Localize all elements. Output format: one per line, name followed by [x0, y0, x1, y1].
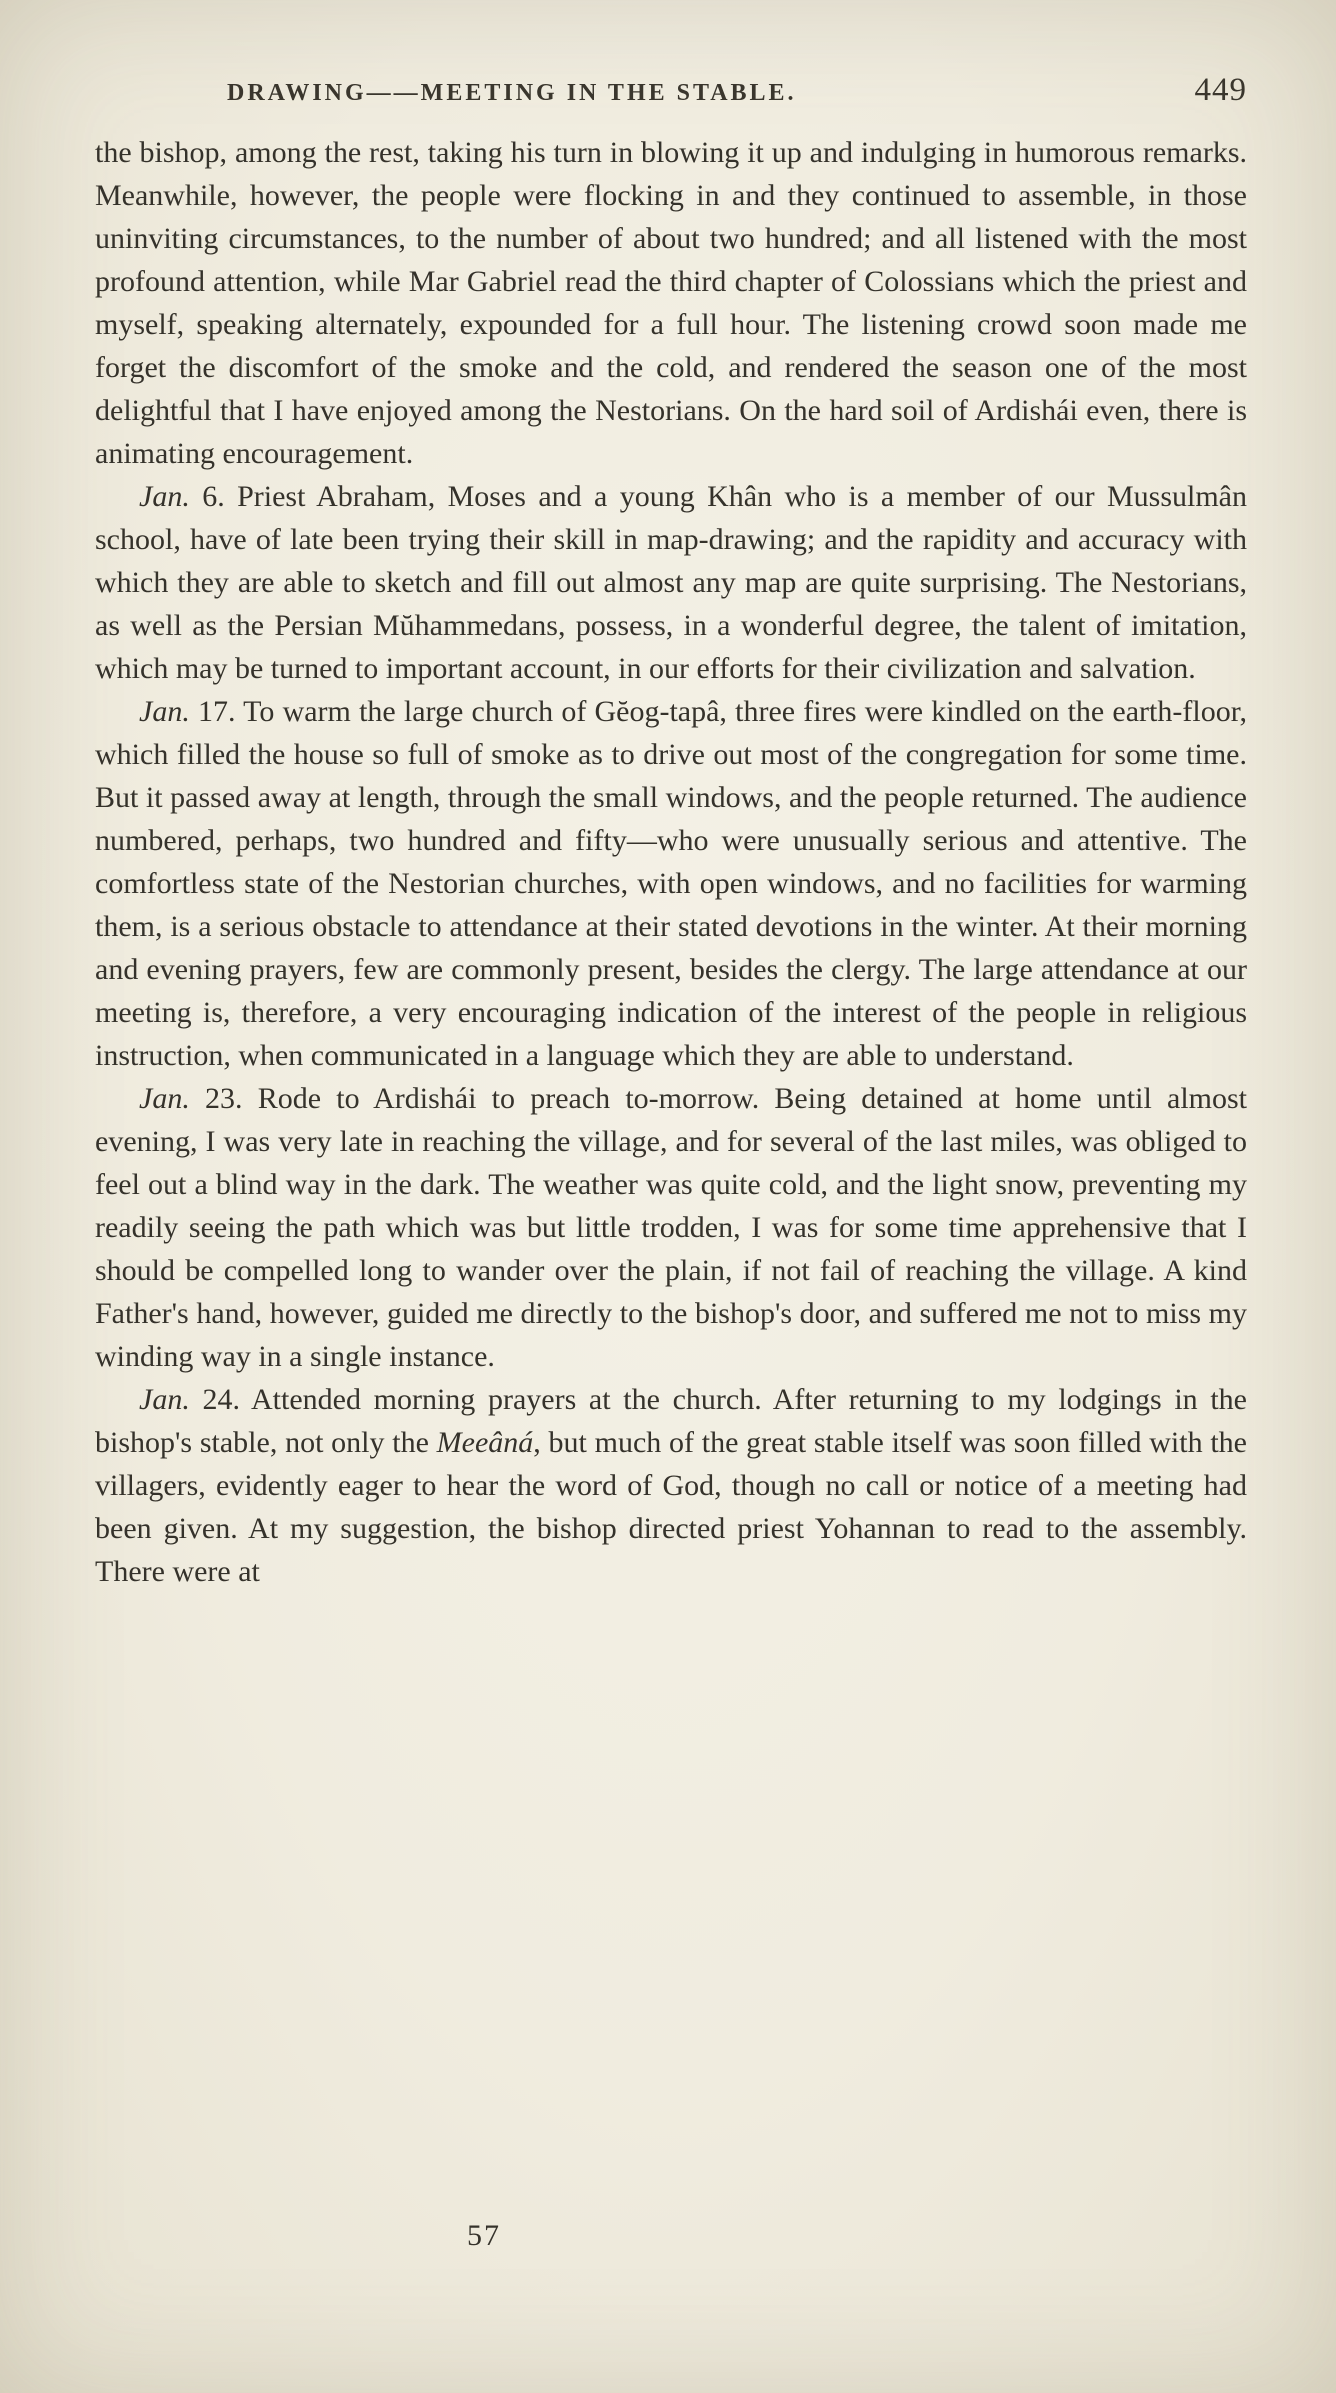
- text-block: [95, 131, 1247, 1593]
- italic-run: Jan.: [139, 1383, 190, 1416]
- italic-run: Jan.: [139, 480, 190, 513]
- paragraph: [95, 475, 1247, 690]
- paragraph: [95, 690, 1247, 1077]
- text-run: 23. Rode to Ardishái to preach to-morrow. Being detained at home until almost evening, I was very late in reaching the village, and for several of the last miles, was obliged to feel out a blind way in the dark. The weather was quite cold, and the light snow, preventing my readily seeing the path which was but little trodden, I was for some time apprehensive that I should be compelled long to wander over the plain, if not fail of reaching the village. A kind Father's hand, however, guided me directly to the bishop's door, and suffered me not to miss my winding way in a single instance.: [95, 1082, 1247, 1373]
- text-run: 24. Attended morning prayers at the church. After returning to my lodgings in the bishop's stable, not only the: [95, 1383, 1247, 1459]
- paragraph: [95, 1077, 1247, 1378]
- signature-number: 57: [467, 2219, 501, 2252]
- text-run: 6. Priest Abraham, Moses and a young Khân who is a member of our Mussulmân school, have of late been trying their skill in map-drawing; and the rapidity and accuracy with which they are able to sketch and fill out almost any map are quite surprising. The Nestorians, as well as the Persian Mŭhammedans, possess, in a wonderful degree, the talent of imitation, which may be turned to important account, in our efforts for their civilization and salvation.: [95, 480, 1247, 685]
- italic-run: Jan.: [139, 1082, 190, 1115]
- page-footer: [95, 2219, 1247, 2263]
- italic-run: Jan.: [139, 695, 190, 728]
- paragraph: [95, 1378, 1247, 1593]
- text-run: the bishop, among the rest, taking his turn in blowing it up and indulging in humorous remarks. Meanwhile, however, the people were flocking in and they continued to assemble, in those uninviting circumstances, to the number of about two hundred; and all listened with the most profound attention, while Mar Gabriel read the third chapter of Colossians which the priest and myself, speaking alternately, expounded for a full hour. The listening crowd soon made me forget the discomfort of the smoke and the cold, and rendered the season one of the most delightful that I have enjoyed among the Nestorians. On the hard soil of Ardishái even, there is animating encouragement.: [95, 136, 1247, 470]
- page-number: 449: [1194, 72, 1247, 108]
- running-head: DRAWING——MEETING IN THE STABLE.: [227, 80, 797, 106]
- text-run: , but much of the great stable itself was soon filled with the villagers, evidently eager to hear the word of God, though no call or notice of a meeting had been given. At my suggestion, the bishop directed priest Yohannan to read to the assembly. There were at: [95, 1426, 1247, 1588]
- page-header: [95, 72, 1247, 118]
- italic-run: Meeâná: [436, 1426, 534, 1459]
- paragraph: [95, 131, 1247, 475]
- text-run: 17. To warm the large church of Gĕog-tapâ, three fires were kindled on the earth-floor, which filled the house so full of smoke as to drive out most of the congregation for some time. But it passed away at length, through the small windows, and the people returned. The audience numbered, perhaps, two hundred and fifty—who were unusually serious and attentive. The comfortless state of the Nestorian churches, with open windows, and no facilities for warming them, is a serious obstacle to attendance at their stated devotions in the winter. At their morning and evening prayers, few are commonly present, besides the clergy. The large attendance at our meeting is, therefore, a very encouraging indication of the interest of the people in religious instruction, when communicated in a language which they are able to understand.: [95, 695, 1247, 1072]
